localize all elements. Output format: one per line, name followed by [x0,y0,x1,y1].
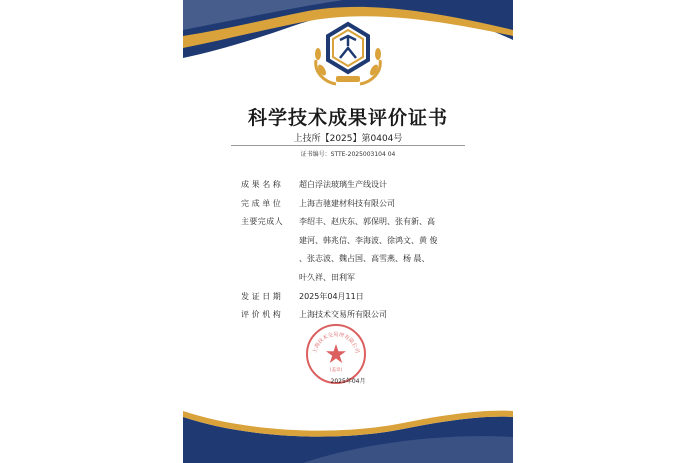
certificate-emblem-icon [306,10,390,90]
field-value: 建河、韩兆信、李海波、徐鸿文、黄 俊 [299,235,438,245]
bottom-decorative-wave [183,403,513,463]
field-label: 主要完成人 [241,217,283,227]
field-label: 成果名称 [241,180,284,189]
field-label: 发证日期 [241,291,284,301]
field-row-main-contributors-cont [241,232,491,251]
field-row-main-contributors-cont [241,269,491,288]
field-row-evaluation-agency [241,306,491,325]
field-row-achievement-name [241,176,491,195]
issue-date-bottom: 2025年04月 [330,378,366,385]
field-row-issue-date [241,288,491,307]
field-label: 评价机构 [241,310,284,320]
reference-number: 上技所【2025】第0404号 [293,134,403,144]
field-value: 上海吉驰建材科技有限公司 [299,198,395,208]
field-value: 叶久祥、田利军 [299,272,355,282]
field-row-main-contributors-cont [241,250,491,269]
certificate-title: 科学技术成果评价证书 [247,107,448,129]
field-value: 2025年04月11日 [299,291,364,301]
seal-center-text: (盖章) [329,368,343,373]
divider-line [231,145,465,146]
field-row-completing-unit [241,195,491,214]
certificate-number: 证书编号：STTE-2025003104 04 [300,151,396,158]
certificate-page [183,0,513,463]
field-value: 、张志波、魏占国、高雪燕、杨 晨、 [299,254,430,264]
field-value: 超白浮法玻璃生产线设计 [299,180,387,189]
field-label: 完成单位 [241,198,284,208]
field-row-main-contributors [241,213,491,232]
field-value: 上海技术交易所有限公司 [299,310,387,320]
certificate-fields [241,176,491,325]
field-value: 李绍丰、赵庆东、郭保明、张有新、高 [299,217,435,227]
seal-ring-text: 上海技术交易所有限公司 [312,332,360,354]
